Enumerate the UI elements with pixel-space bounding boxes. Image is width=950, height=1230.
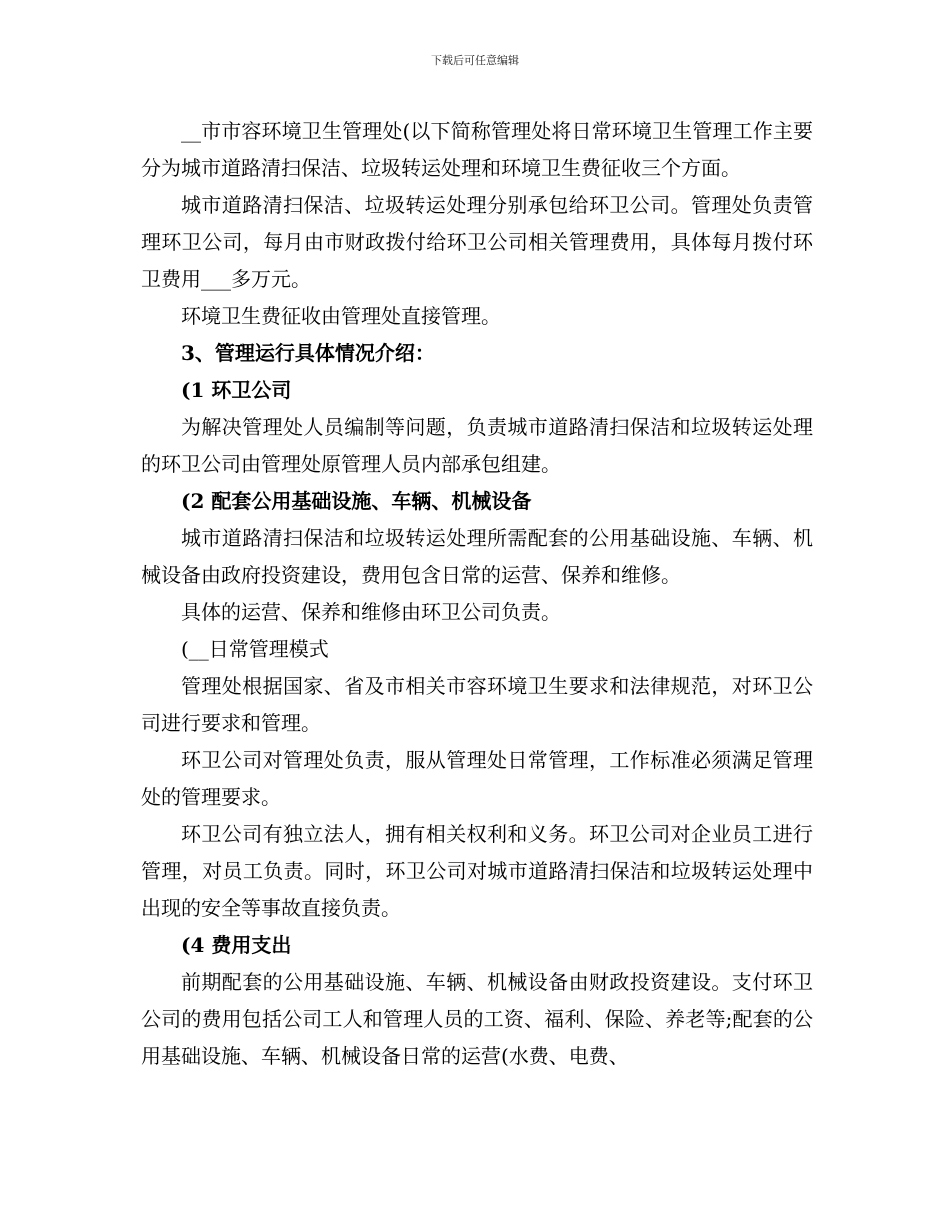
paragraph: 具体的运营、保养和维修由环卫公司负责。 <box>181 600 561 624</box>
subsection-heading-plain: (__日常管理模式 <box>181 637 329 661</box>
document-body <box>141 113 813 1075</box>
paragraph: 管理处根据国家、省及市相关市容环境卫生要求和法律规范，对环卫公司进行要求和管理。 <box>141 674 813 735</box>
paragraph: 前期配套的公用基础设施、车辆、机械设备由财政投资建设。支付环卫公司的费用包括公司工人和管理人员的工资、福利、保险、养老等;配套的公用基础设施、车辆、机械设备日常的运营(水费、电费、 <box>141 970 813 1068</box>
paragraph: __市市容环境卫生管理处(以下简称管理处将日常环境卫生管理工作主要分为城市道路清扫保洁、垃圾转运处理和环境卫生费征收三个方面。 <box>141 119 813 180</box>
page-header: 下载后可任意编辑 <box>431 54 519 67</box>
paragraph: 环卫公司有独立法人，拥有相关权利和义务。环卫公司对企业员工进行管理，对员工负责。同时，环卫公司对城市道路清扫保洁和垃圾转运处理中出现的安全等事故直接负责。 <box>141 822 813 920</box>
paragraph: 为解决管理处人员编制等问题，负责城市道路清扫保洁和垃圾转运处理的环卫公司由管理处原管理人员内部承包组建。 <box>141 415 813 476</box>
subsection-heading: (2 配套公用基础设施、车辆、机械设备 <box>181 489 532 513</box>
section-heading: 3、管理运行具体情况介绍： <box>181 341 435 365</box>
subsection-heading: (1 环卫公司 <box>181 378 292 402</box>
paragraph: 城市道路清扫保洁和垃圾转运处理所需配套的公用基础设施、车辆、机械设备由政府投资建设，费用包含日常的运营、保养和维修。 <box>141 526 813 587</box>
paragraph: 环境卫生费征收由管理处直接管理。 <box>181 304 501 328</box>
paragraph: 环卫公司对管理处负责，服从管理处日常管理，工作标准必须满足管理处的管理要求。 <box>141 748 813 809</box>
paragraph: 城市道路清扫保洁、垃圾转运处理分别承包给环卫公司。管理处负责管理环卫公司，每月由市财政拨付给环卫公司相关管理费用，具体每月拨付环卫费用___多万元。 <box>141 193 813 291</box>
subsection-heading: (4 费用支出 <box>181 933 292 957</box>
